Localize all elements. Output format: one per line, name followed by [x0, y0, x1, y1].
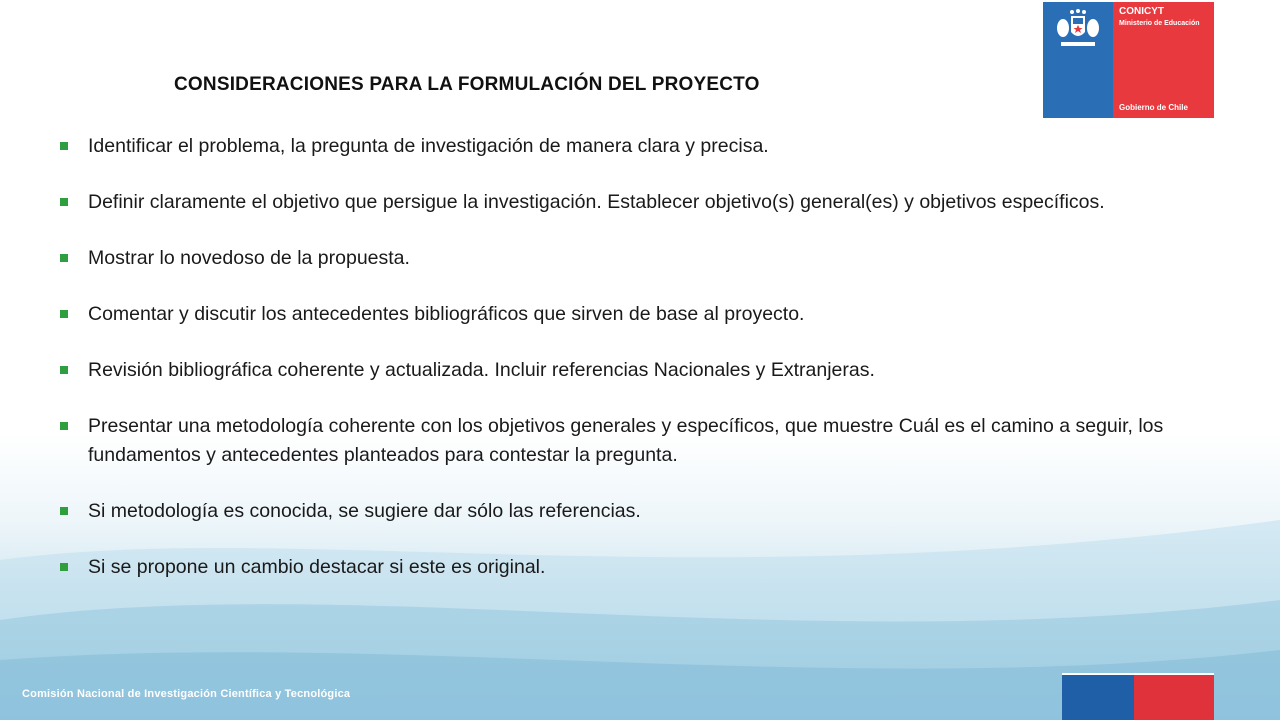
bullet-text: Si se propone un cambio destacar si este es original. — [88, 556, 546, 578]
bullet-text: Revisión bibliográfica coherente y actualizada. Incluir referencias Nacionales y Extranjeras. — [88, 359, 875, 381]
list-item — [58, 188, 1168, 217]
square-bullet-icon — [60, 422, 68, 430]
bullet-text: Definir claramente el objetivo que persigue la investigación. Establecer objetivo(s) general(es) y objetivos específicos. — [88, 191, 1105, 213]
bullet-text: Si metodología es conocida, se sugiere dar sólo las referencias. — [88, 500, 641, 522]
coat-of-arms-icon — [1053, 6, 1103, 52]
footer-text: Comisión Nacional de Investigación Científica y Tecnológica — [22, 688, 351, 700]
square-bullet-icon — [60, 310, 68, 318]
square-bullet-icon — [60, 254, 68, 262]
list-item — [58, 356, 1168, 385]
bullet-text: Identificar el problema, la pregunta de investigación de manera clara y precisa. — [88, 135, 769, 157]
conicyt-logo — [1043, 2, 1214, 118]
list-item — [58, 497, 1168, 526]
logo-name: CONICYT — [1119, 6, 1164, 17]
square-bullet-icon — [60, 198, 68, 206]
bullet-list — [58, 132, 1168, 609]
flag-top-line — [1062, 673, 1214, 675]
square-bullet-icon — [60, 563, 68, 571]
flag-red — [1134, 673, 1214, 720]
square-bullet-icon — [60, 366, 68, 374]
list-item — [58, 244, 1168, 273]
flag-blue — [1062, 673, 1134, 720]
logo-red-panel — [1113, 2, 1214, 118]
list-item — [58, 300, 1168, 329]
square-bullet-icon — [60, 507, 68, 515]
bullet-text: Mostrar lo novedoso de la propuesta. — [88, 247, 410, 269]
bullet-text: Presentar una metodología coherente con los objetivos generales y específicos, que muestre Cuál es el camino a seguir, los fundamentos y antecedentes planteados para contestar la pregunta. — [88, 415, 1164, 466]
flag-strip — [1062, 673, 1214, 720]
bullet-text: Comentar y discutir los antecedentes bibliográficos que sirven de base al proyecto. — [88, 303, 805, 325]
logo-government: Gobierno de Chile — [1119, 103, 1188, 112]
list-item — [58, 553, 1168, 582]
logo-subtitle: Ministerio de Educación — [1119, 20, 1200, 27]
list-item — [58, 132, 1168, 161]
slide-title: CONSIDERACIONES PARA LA FORMULACIÓN DEL PROYECTO — [174, 74, 760, 95]
logo-blue-panel — [1043, 2, 1113, 118]
list-item — [58, 412, 1168, 470]
square-bullet-icon — [60, 142, 68, 150]
